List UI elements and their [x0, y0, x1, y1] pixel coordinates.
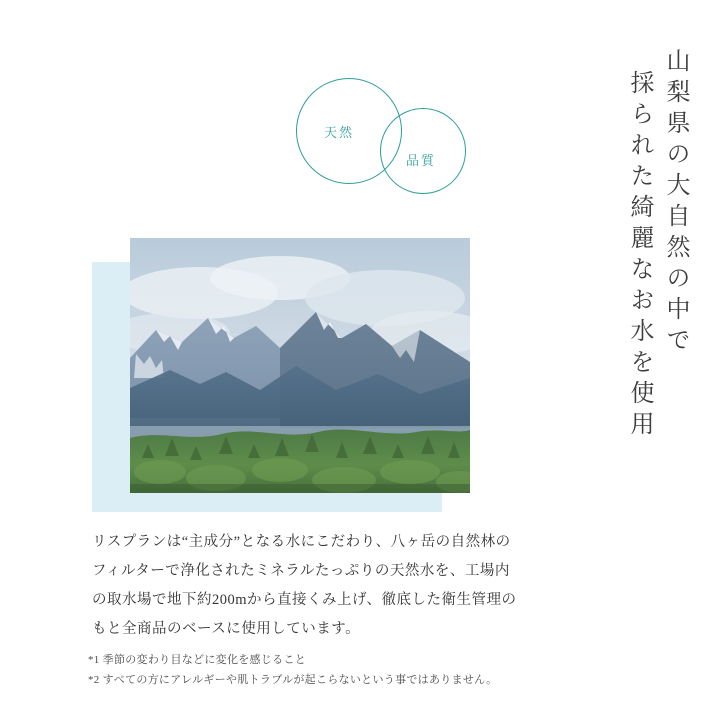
venn-label-natural: 天然	[324, 125, 355, 140]
landscape-photo	[130, 238, 470, 493]
headline-line-right: 山梨県の大自然の中で	[662, 48, 688, 358]
body-paragraph: リスプランは“主成分”となる水にこだわり、八ヶ岳の自然林のフィルターで浄化されたミネラルたっぷりの天然水を、工場内の取水場で地下約200mから直接くみ上げ、徹底した衛生管理のもと全商品のベースに使用しています。	[92, 534, 517, 637]
footnote-1: *1 季節の変わり目などに変化を感じること	[88, 654, 307, 666]
page-title	[624, 48, 690, 518]
footnotes	[88, 650, 548, 691]
venn-label-quality: 品質	[406, 153, 437, 168]
footnote-2: *2 すべての方にアレルギーや肌トラブルが起こらないという事ではありません。	[88, 674, 498, 687]
headline-line-left: 採られた綺麗なお水を使用	[626, 70, 652, 442]
venn-diagram	[296, 78, 486, 193]
